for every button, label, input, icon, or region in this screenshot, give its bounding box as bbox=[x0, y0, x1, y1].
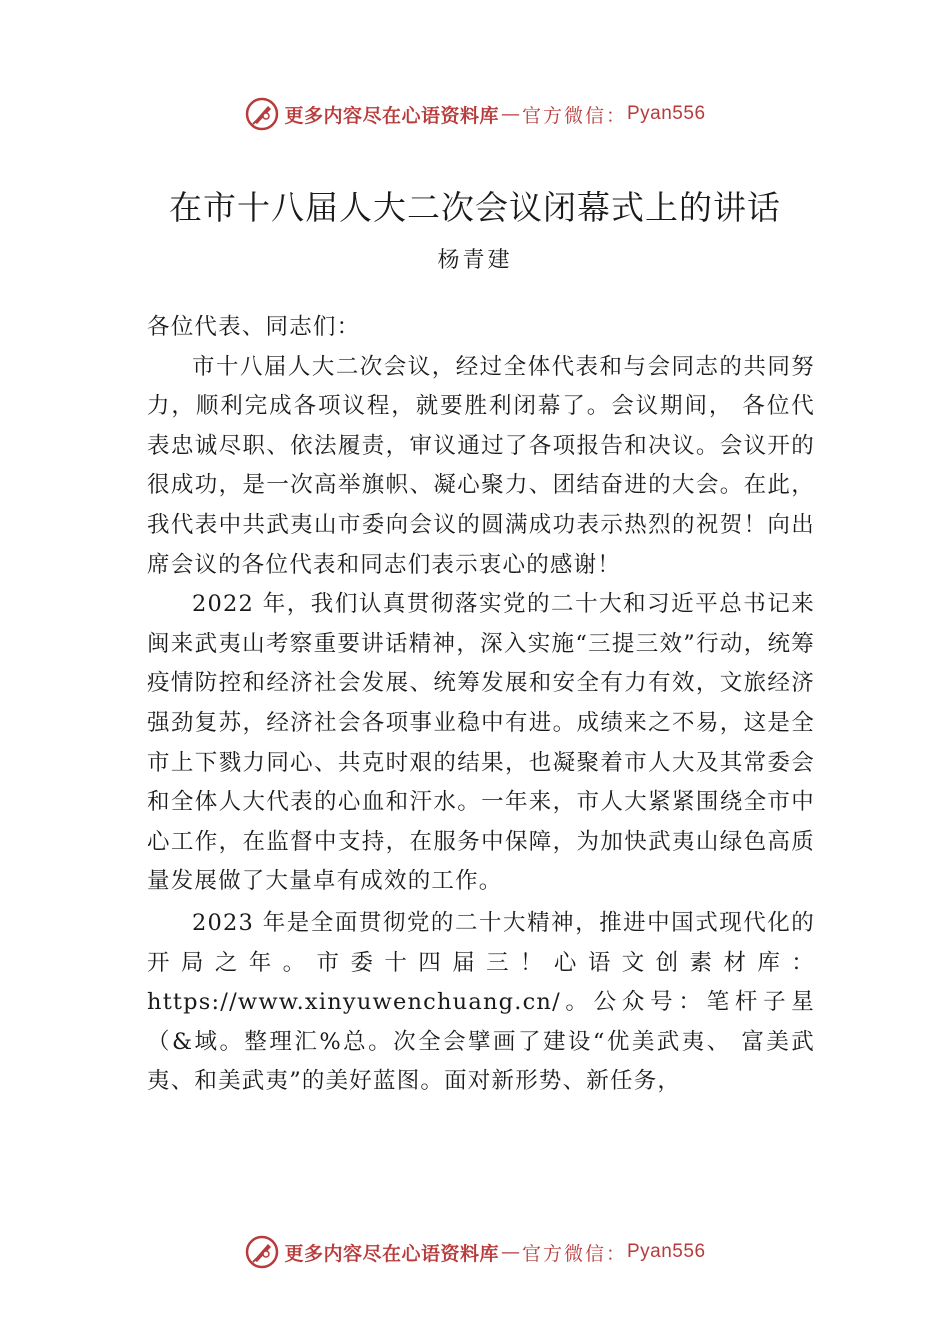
banner-dash: — bbox=[500, 103, 520, 125]
paragraph-3: 2023 年是全面贯彻党的二十大精神，推进中国式现代化的开局之年。市委十四届三！心语文创素材库：https://www.xinyuwenchuang.cn/。公众号：笔杆子星（&域。整理汇%总。次全会擘画了建设“优美武夷、 富美武夷、和美武夷”的美好蓝图。面对新形势、新任务， bbox=[147, 909, 815, 1095]
banner-sub-text: 官方微信： bbox=[521, 1242, 627, 1265]
banner-wechat-id: Pyan556 bbox=[627, 1241, 706, 1262]
document-author: 杨青建 bbox=[437, 248, 513, 273]
feather-pen-logo-icon bbox=[244, 96, 280, 132]
document-title: 在市十八届人大二次会议闭幕式上的讲话 bbox=[169, 188, 781, 227]
header-banner bbox=[0, 94, 950, 134]
paragraph-1: 市十八届人大二次会议，经过全体代表和与会同志的共同努力，顺利完成各项议程，就要胜利闭幕了。会议期间， 各位代表忠诚尽职、依法履责，审议通过了各项报告和决议。会议开的很成功，是一次高举旗帜、凝心聚力、团结奋进的大会。在此，我代表中共武夷山市委向会议的圆满成功表示热烈的祝贺！向出席会议的各位代表和同志们表示衷心的感谢！ bbox=[147, 353, 815, 578]
salutation: 各位代表、同志们： bbox=[147, 314, 361, 340]
document-body bbox=[147, 308, 815, 1102]
banner-wechat-id: Pyan556 bbox=[627, 103, 706, 124]
footer-banner bbox=[0, 1232, 950, 1272]
banner-dash: — bbox=[500, 1241, 520, 1263]
feather-pen-logo-icon bbox=[244, 1234, 280, 1270]
banner-sub-text: 官方微信： bbox=[521, 104, 627, 127]
banner-main-text: 更多内容尽在心语资料库 bbox=[284, 104, 499, 127]
paragraph-2: 2022 年，我们认真贯彻落实党的二十大和习近平总书记来闽来武夷山考察重要讲话精神，深入实施“三提三效”行动，统筹疫情防控和经济社会发展、统筹发展和安全有力有效，文旅经济强劲复苏，经济社会各项事业稳中有进。成绩来之不易，这是全市上下戮力同心、共克时艰的结果，也凝聚着市人大及其常委会和全体人大代表的心血和汗水。一年来，市人大紧紧围绕全市中心工作，在监督中支持，在服务中保障，为加快武夷山绿色高质量发展做了大量卓有成效的工作。 bbox=[147, 591, 815, 895]
banner-main-text: 更多内容尽在心语资料库 bbox=[284, 1242, 499, 1265]
